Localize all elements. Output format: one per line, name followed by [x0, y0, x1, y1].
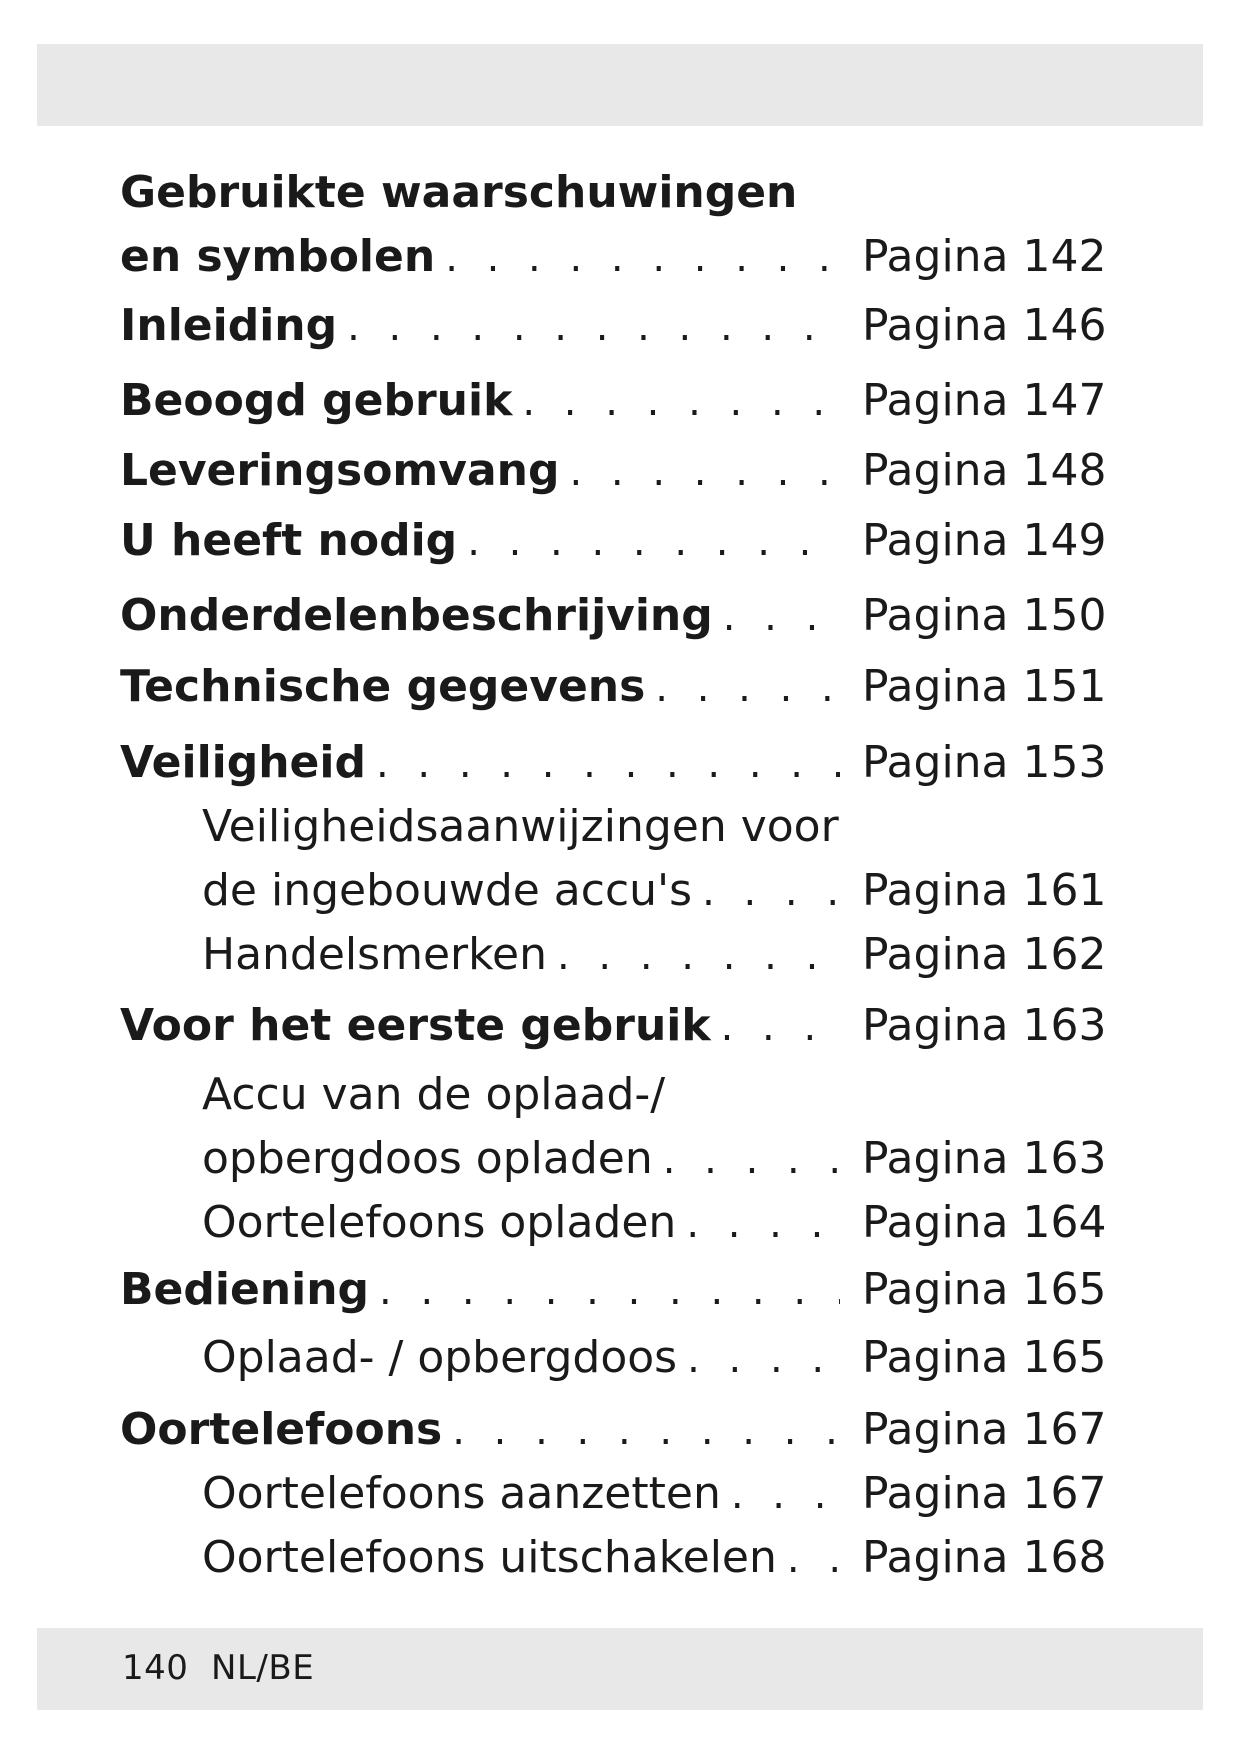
toc-leader-dots: [457, 514, 840, 570]
toc-subentry-title: opbergdoos opladen: [202, 1133, 653, 1184]
toc-subentry-title: de ingebouwde accu's: [202, 865, 693, 916]
toc-entry-page: Pagina 167: [862, 1404, 1107, 1455]
toc-entry-page: Pagina 168: [862, 1532, 1107, 1583]
toc-entry-page: Pagina 167: [862, 1468, 1107, 1519]
toc-subentry-title: Veiligheidsaanwijzingen voor: [202, 801, 839, 852]
toc-entry-title: Bediening: [120, 1264, 370, 1315]
footer: [122, 1648, 314, 1688]
toc-subentry-title: Oortelefoons aanzetten: [202, 1468, 721, 1519]
toc-leader-dots: [366, 736, 840, 792]
toc-entry-page: Pagina 150: [862, 590, 1107, 641]
toc-entry-title: Technische gegevens: [120, 661, 646, 712]
toc-entry-page: Pagina 163: [862, 1000, 1107, 1051]
toc-entry[interactable]: [120, 513, 1107, 569]
toc-leader-dots: [337, 299, 840, 355]
toc-entry[interactable]: [120, 443, 1107, 499]
toc-subentry[interactable]: [202, 1131, 1107, 1187]
toc-entry[interactable]: [120, 998, 1107, 1054]
toc-entry[interactable]: [120, 298, 1107, 354]
toc-subentry-title: Oplaad- / opbergdoos: [202, 1332, 678, 1383]
toc-entry[interactable]: [120, 1262, 1107, 1318]
toc-leader-dots: [777, 1531, 840, 1587]
toc-leader-dots: [676, 1196, 840, 1252]
toc-entry-page: Pagina 165: [862, 1332, 1107, 1383]
toc-leader-dots: [369, 1263, 840, 1319]
toc-leader-dots: [692, 864, 840, 920]
toc-entry-title: Beoogd gebruik: [120, 375, 513, 426]
header-bar: [37, 44, 1203, 126]
toc-entry-title: U heeft nodig: [120, 515, 458, 566]
toc-leader-dots: [435, 230, 840, 286]
toc-leader-dots: [711, 999, 840, 1055]
toc-leader-dots: [721, 1467, 840, 1523]
toc-entry-page: Pagina 149: [862, 515, 1107, 566]
toc-entry-page: Pagina 162: [862, 929, 1107, 980]
toc-entry-title: Voor het eerste gebruik: [120, 1000, 711, 1051]
toc-subentry[interactable]: [202, 927, 1107, 983]
toc-subentry-title: Oortelefoons opladen: [202, 1197, 677, 1248]
toc-entry[interactable]: [120, 1402, 1107, 1458]
toc-entry-title: en symbolen: [120, 231, 436, 282]
toc-entry-title: Oortelefoons: [120, 1404, 443, 1455]
toc-leader-dots: [559, 444, 840, 500]
toc-entry-page: Pagina 142: [862, 231, 1107, 282]
toc-subentry[interactable]: [202, 1530, 1107, 1586]
toc-entry[interactable]: [120, 659, 1107, 715]
toc-leader-dots: [547, 928, 840, 984]
toc-entry-page: Pagina 161: [862, 865, 1107, 916]
toc-leader-dots: [512, 374, 840, 430]
toc-entry-page: Pagina 147: [862, 375, 1107, 426]
toc-subentry[interactable]: [202, 1195, 1107, 1251]
toc-entry-title: Inleiding: [120, 300, 338, 351]
toc-entry-page: Pagina 153: [862, 737, 1107, 788]
toc-subentry[interactable]: [202, 863, 1107, 919]
toc-subentry-title: Handelsmerken: [202, 929, 547, 980]
toc-leader-dots: [713, 589, 840, 645]
toc-leader-dots: [442, 1403, 840, 1459]
toc-entry-page: Pagina 148: [862, 445, 1107, 496]
toc-entry[interactable]: [120, 229, 1107, 285]
toc-entry-page: Pagina 164: [862, 1197, 1107, 1248]
toc-entry[interactable]: [120, 588, 1107, 644]
toc-subentry[interactable]: [202, 799, 1080, 855]
toc-entry-page: Pagina 165: [862, 1264, 1107, 1315]
toc-entry[interactable]: [120, 165, 1080, 221]
toc-subentry-title: Accu van de oplaad-/: [202, 1069, 666, 1120]
toc-entry-title: Veiligheid: [120, 737, 366, 788]
toc-entry-page: Pagina 163: [862, 1133, 1107, 1184]
toc-entry-page: Pagina 151: [862, 661, 1107, 712]
toc-subentry-title: Oortelefoons uitschakelen: [202, 1532, 777, 1583]
toc-entry[interactable]: [120, 735, 1107, 791]
toc-subentry[interactable]: [202, 1330, 1107, 1386]
page-number: 140: [122, 1648, 189, 1688]
toc-entry[interactable]: [120, 373, 1107, 429]
toc-entry-page: Pagina 146: [862, 300, 1107, 351]
toc-leader-dots: [677, 1331, 840, 1387]
toc-subentry[interactable]: [202, 1067, 1080, 1123]
toc-entry-title: Onderdelenbeschrijving: [120, 590, 713, 641]
toc-leader-dots: [653, 1132, 840, 1188]
toc-entry-title: Gebruikte waarschuwingen: [120, 167, 798, 218]
toc-subentry[interactable]: [202, 1466, 1107, 1522]
toc-leader-dots: [645, 660, 840, 716]
toc-entry-title: Leveringsomvang: [120, 445, 560, 496]
language-code: NL/BE: [211, 1648, 315, 1688]
